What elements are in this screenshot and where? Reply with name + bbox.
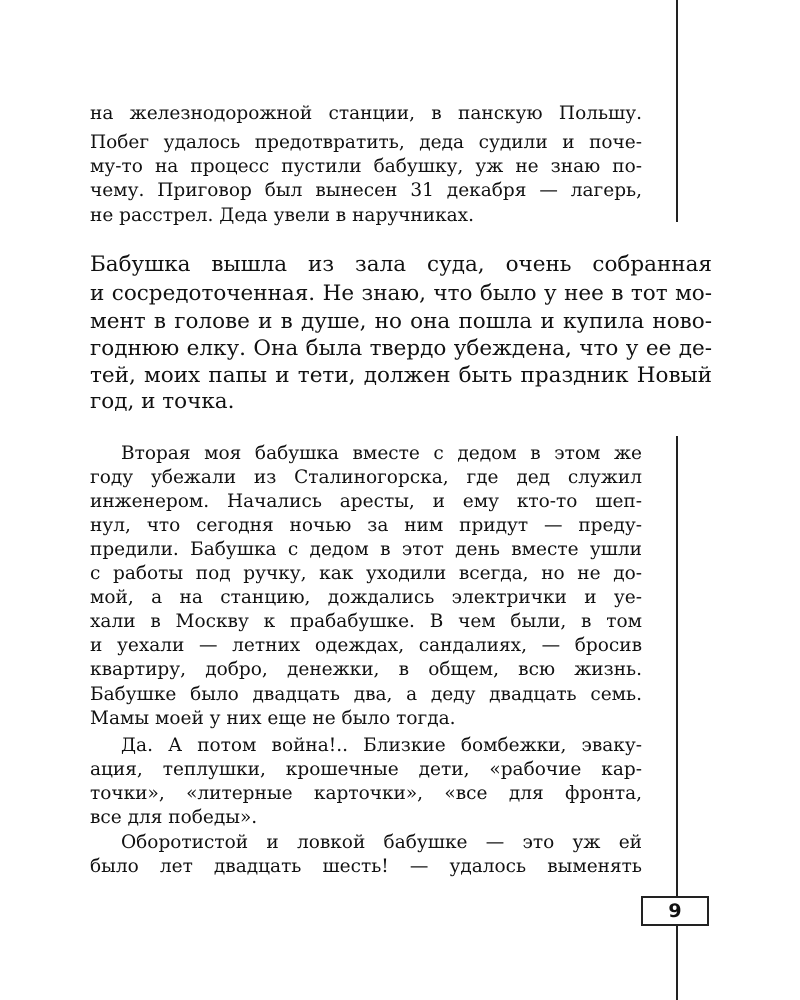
text-line: Бабушка вышла из зала суда, очень собранная <box>90 252 712 277</box>
text-line: не расстрел. Деда увели в наручниках. <box>90 205 474 226</box>
text-line: году убежали из Сталиногорска, где дед служил <box>90 467 642 488</box>
text-line: было лет двадцать шесть! — удалось выменять <box>90 856 642 877</box>
margin-rule-top <box>676 0 678 222</box>
text-line: Да. А потом война!.. Близкие бомбежки, эваку- <box>121 735 642 756</box>
text-line: инженером. Начались аресты, и ему кто-то шеп- <box>90 491 642 512</box>
text-line: чему. Приговор был вынесен 31 декабря — лагерь, <box>90 180 642 201</box>
text-line: точки», «литерные карточки», «все для фронта, <box>90 783 642 804</box>
text-line: Мамы моей у них еще не было тогда. <box>90 708 456 729</box>
text-line: мент в голове и в душе, но она пошла и купила ново- <box>90 309 712 334</box>
text-line: и сосредоточенная. Не знаю, что было у нее в тот мо- <box>90 281 712 306</box>
text-line: с работы под ручку, как уходили всегда, но не до- <box>90 563 642 584</box>
text-line: год, и точка. <box>90 389 235 414</box>
text-line: му-то на процесс пустили бабушку, уж не знаю по- <box>90 156 642 177</box>
page-number: 9 <box>641 896 709 926</box>
text-line: на железнодорожной станции, в панскую Польшу. <box>90 103 642 124</box>
text-line: предили. Бабушка с дедом в этот день вместе ушли <box>90 539 642 560</box>
text-line: и уехали — летних одеждах, сандалиях, — бросив <box>90 635 642 656</box>
text-line: Оборотистой и ловкой бабушке — это уж ей <box>121 832 642 853</box>
text-line: ация, теплушки, крошечные дети, «рабочие кар- <box>90 759 642 780</box>
text-line: годнюю елку. Она была твердо убеждена, что у ее де- <box>90 336 712 361</box>
text-line: нул, что сегодня ночью за ним придут — преду- <box>90 515 642 536</box>
text-line: тей, моих папы и тети, должен быть праздник Новый <box>90 363 712 388</box>
text-line: хали в Москву к прабабушке. В чем были, в том <box>90 611 642 632</box>
text-line: Бабушке было двадцать два, а деду двадцать семь. <box>90 684 642 705</box>
text-line: все для победы». <box>90 807 258 828</box>
text-line: Побег удалось предотвратить, деда судили и поче- <box>90 132 642 153</box>
text-line: Вторая моя бабушка вместе с дедом в этом же <box>121 443 642 464</box>
text-line: квартиру, добро, денежки, в общем, всю жизнь. <box>90 659 642 680</box>
text-line: мой, а на станцию, дождались электрички и уе- <box>90 587 642 608</box>
